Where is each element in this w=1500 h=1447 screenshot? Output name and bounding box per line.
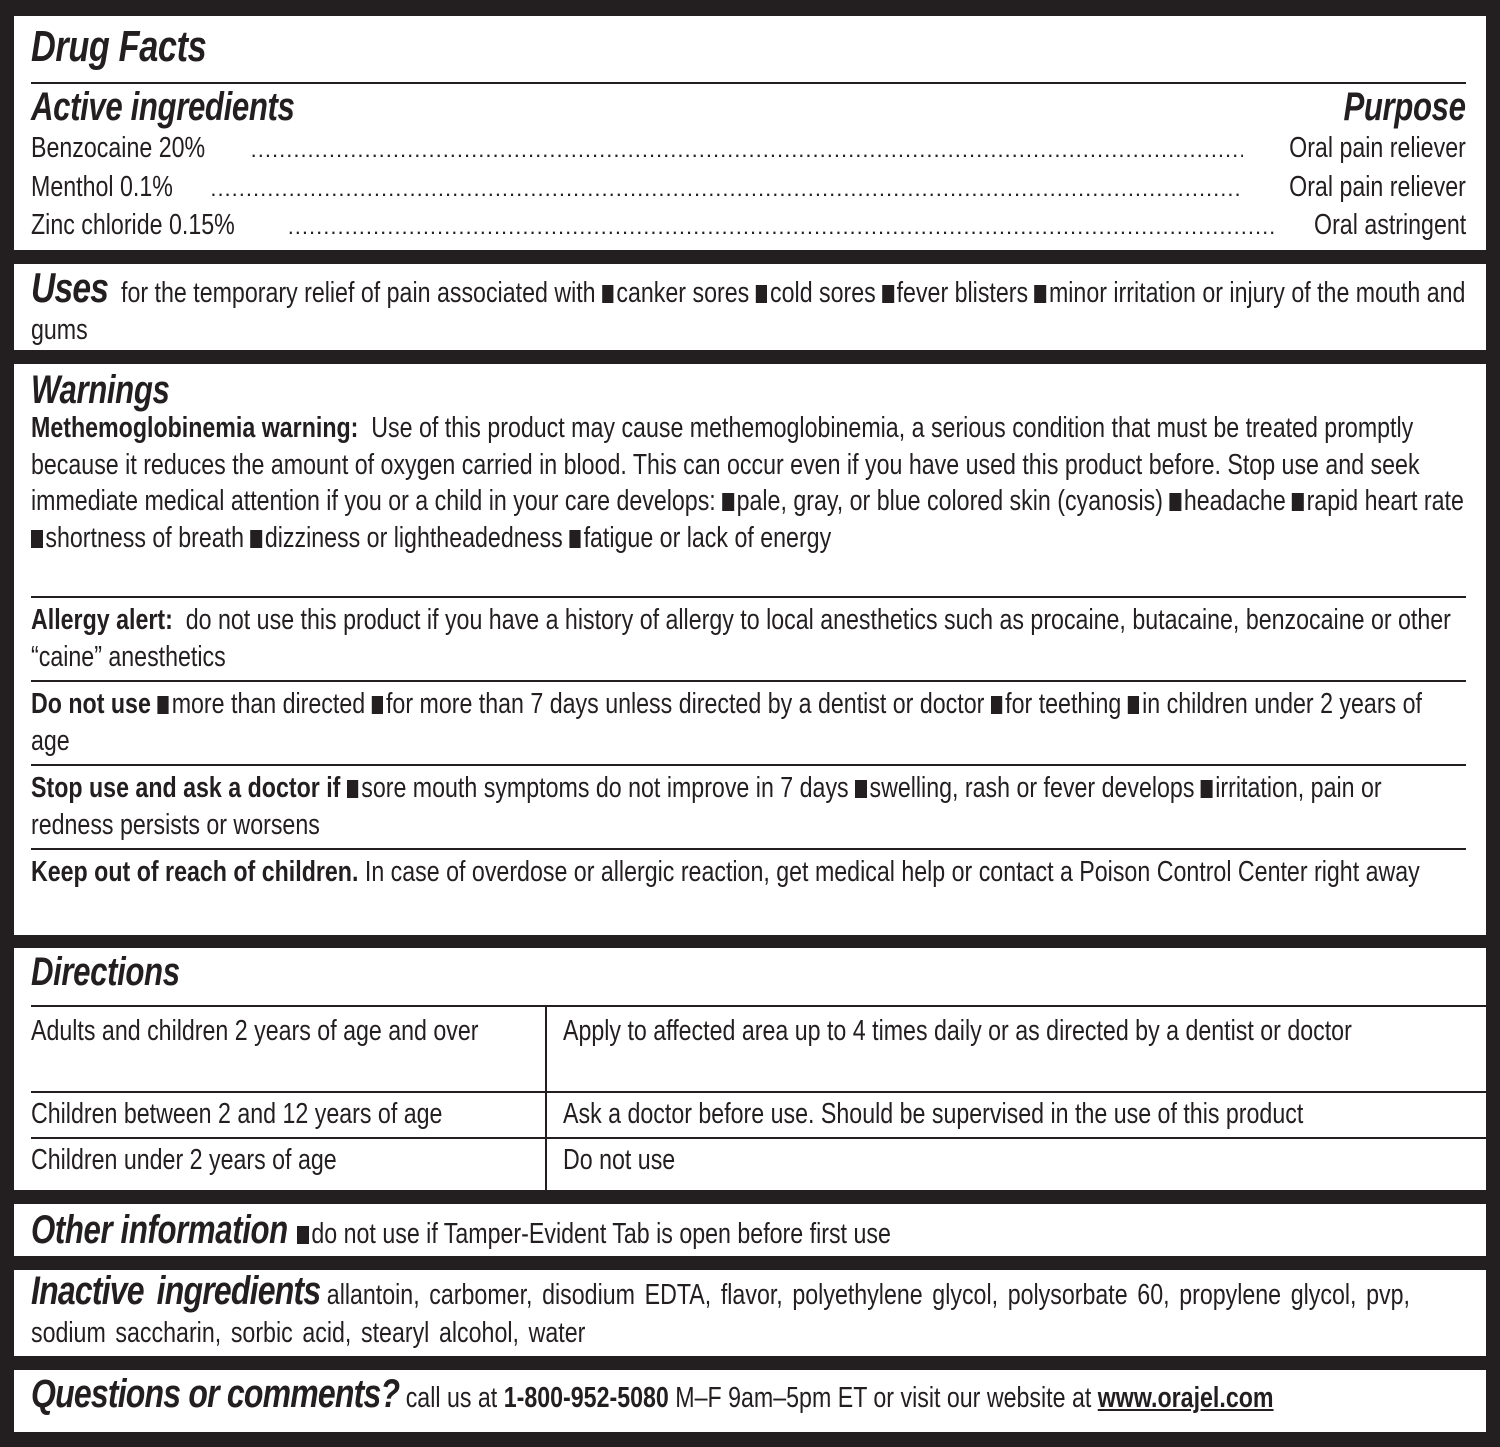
- bullet-square-icon: [372, 696, 384, 714]
- dot-leader: [210, 169, 1243, 208]
- warnings-heading: Warnings: [31, 368, 170, 412]
- bullet-square-icon: [991, 696, 1003, 714]
- bullet-square-icon: [1128, 696, 1140, 714]
- stop-use: Stop use and ask a doctor if sore mouth symptoms do not improve in 7 days swelling, rash or fever develops irritation, pain or redness persists or worsens: [31, 772, 1382, 841]
- questions-heading: Questions or comments?: [31, 1372, 400, 1416]
- questions-panel: Questions or comments? call us at 1-800-952-5080 M–F 9am–5pm ET or visit our website at www.orajel.com: [14, 1370, 1486, 1432]
- bullet-square-icon: [1035, 285, 1047, 303]
- directions-panel: [14, 948, 1486, 1190]
- do-not-use: Do not use more than directed for more than 7 days unless directed by a dentist or doctor for teething in children under 2 years of age: [31, 688, 1422, 757]
- uses-panel: Uses for the temporary relief of pain associated with canker sores cold sores fever blisters minor irritation or injury of the mouth and gums: [14, 264, 1486, 350]
- table-row: Adults and children 2 years of age and over Apply to affected area up to 4 times daily or as directed by a dentist or doctor: [31, 1006, 1500, 1092]
- phone-number: 1-800-952-5080: [503, 1382, 669, 1414]
- directions-heading: Directions: [31, 950, 180, 994]
- purpose-heading: Purpose: [1343, 84, 1466, 129]
- dot-leader: [288, 207, 1274, 246]
- table-row: Children under 2 years of age Do not use: [31, 1138, 1500, 1194]
- bullet-square-icon: [1201, 780, 1213, 798]
- uses-heading: Uses: [31, 264, 109, 311]
- inactive-ingredients-panel: Inactive ingredients allantoin, carbomer, disodium EDTA, flavor, polyethylene glycol, polysorbate 60, propylene glycol, pvp, sodium saccharin, sorbic acid, stearyl alcohol, water: [14, 1270, 1486, 1356]
- active-ingredient-row: Menthol 0.1% ..... Oral pain reliever: [31, 169, 1466, 208]
- bullet-square-icon: [602, 285, 614, 303]
- methemoglobinemia-warning: Methemoglobinemia warning: Use of this product may cause methemoglobinemia, a serious condition that must be treated promptly because it reduces the amount of oxygen carried in blood. This can occur even if you have used this product before. Stop use and seek immediate medical attention if you or a child in your care develops: pale, gray, or blue colored skin (cyanosis) headache rapid heart rate shortness of breath dizziness or lightheadedness fatigue or lack of energy: [31, 412, 1464, 554]
- bullet-square-icon: [1292, 493, 1304, 511]
- inactive-ingredients-heading: Inactive ingredients: [31, 1269, 321, 1313]
- bullet-square-icon: [855, 780, 867, 798]
- active-ingredients-panel: [14, 16, 1486, 250]
- bullet-square-icon: [882, 285, 894, 303]
- directions-table: [31, 1005, 1500, 1194]
- other-information-panel: Other information do not use if Tamper-Evident Tab is open before first use: [14, 1204, 1486, 1256]
- bullet-square-icon: [722, 493, 734, 511]
- bullet-square-icon: [297, 1226, 309, 1244]
- bullet-square-icon: [756, 285, 768, 303]
- other-information-heading: Other information: [31, 1208, 288, 1252]
- bullet-square-icon: [347, 780, 359, 798]
- allergy-alert: Allergy alert: do not use this product if you have a history of allergy to local anesthetics such as procaine, butacaine, benzocaine or other “caine” anesthetics: [31, 604, 1451, 673]
- warnings-panel: [14, 364, 1486, 935]
- bullet-square-icon: [31, 530, 43, 548]
- drug-facts-title: Drug Facts: [31, 22, 207, 71]
- active-ingredient-row: Zinc chloride 0.15% ..... Oral astringent: [31, 207, 1466, 246]
- keep-out-of-reach: Keep out of reach of children. In case of overdose or allergic reaction, get medical help or contact a Poison Control Center right away: [31, 856, 1420, 888]
- bullet-square-icon: [569, 530, 581, 548]
- table-row: Children between 2 and 12 years of age Ask a doctor before use. Should be supervised in the use of this product: [31, 1092, 1500, 1138]
- active-ingredient-row: Benzocaine 20% ..... Oral pain reliever: [31, 130, 1466, 169]
- bullet-square-icon: [1169, 493, 1181, 511]
- bullet-square-icon: [157, 696, 169, 714]
- bullet-square-icon: [250, 530, 262, 548]
- website-link[interactable]: www.orajel.com: [1097, 1382, 1274, 1414]
- dot-leader: [251, 130, 1244, 169]
- active-ingredients-heading: Active ingredients: [31, 84, 295, 129]
